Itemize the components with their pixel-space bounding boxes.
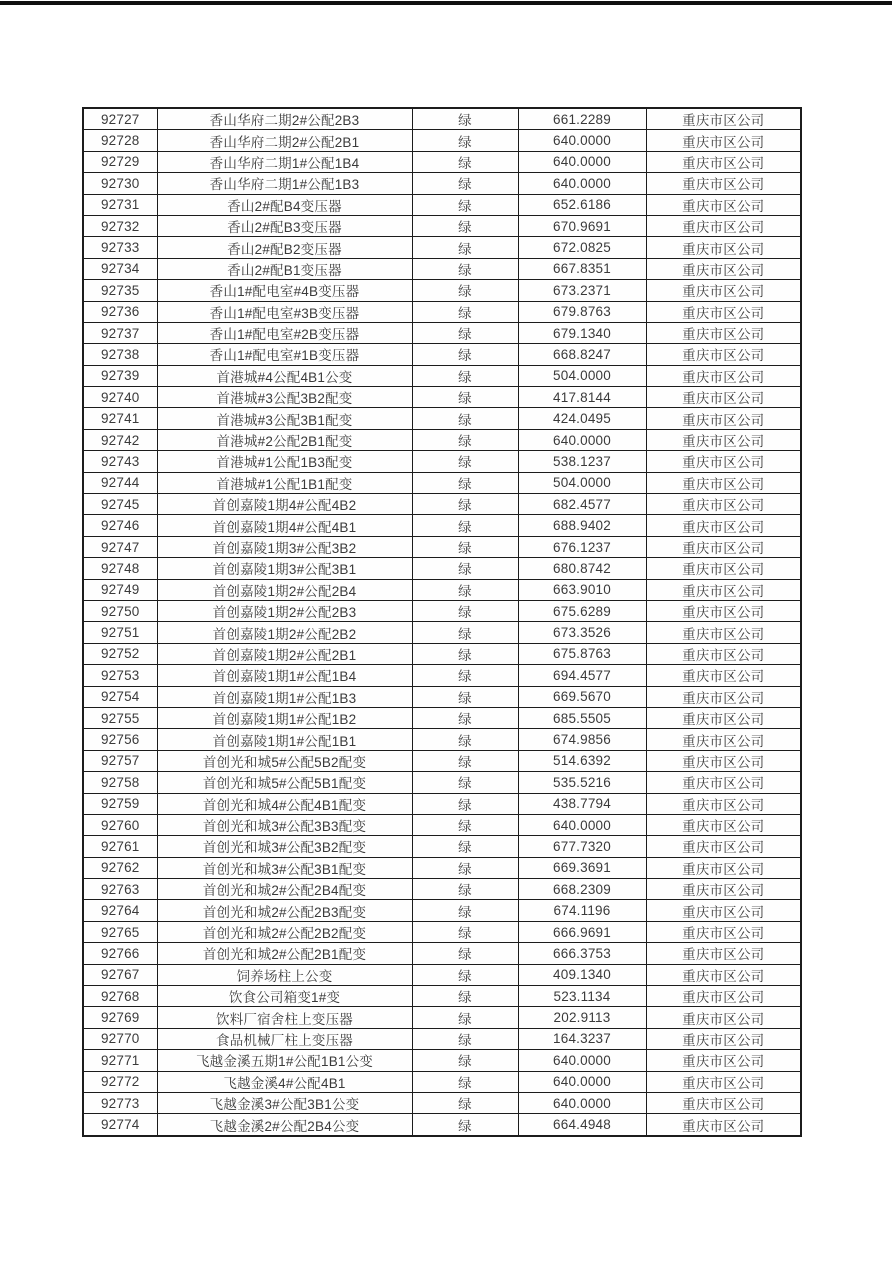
transformer-table	[82, 107, 802, 1137]
cell-name: 首创光和城2#公配2B3配变	[157, 900, 412, 921]
cell-name: 首创嘉陵1期1#公配1B1	[157, 729, 412, 750]
cell-id: 92759	[83, 793, 157, 814]
cell-name: 首创光和城5#公配5B1配变	[157, 772, 412, 793]
cell-id: 92761	[83, 836, 157, 857]
cell-id: 92762	[83, 857, 157, 878]
cell-value: 675.6289	[518, 600, 646, 621]
cell-id: 92730	[83, 173, 157, 194]
cell-name: 首港城#4公配4B1公变	[157, 365, 412, 386]
cell-value: 669.3691	[518, 857, 646, 878]
cell-id: 92764	[83, 900, 157, 921]
cell-value: 668.8247	[518, 344, 646, 365]
table-row	[83, 750, 801, 771]
cell-id: 92743	[83, 451, 157, 472]
cell-id: 92744	[83, 472, 157, 493]
cell-name: 饲养场柱上公变	[157, 964, 412, 985]
cell-value: 682.4577	[518, 494, 646, 515]
table-row	[83, 194, 801, 215]
cell-status: 绿	[412, 408, 518, 429]
cell-id: 92754	[83, 686, 157, 707]
cell-company: 重庆市区公司	[646, 900, 801, 921]
cell-name: 飞越金溪4#公配4B1	[157, 1071, 412, 1092]
cell-name: 首创嘉陵1期3#公配3B1	[157, 558, 412, 579]
table-row	[83, 215, 801, 236]
cell-value: 685.5505	[518, 707, 646, 728]
table-row	[83, 365, 801, 386]
cell-name: 香山2#配B1变压器	[157, 258, 412, 279]
cell-id: 92746	[83, 515, 157, 536]
table-row	[83, 173, 801, 194]
cell-value: 538.1237	[518, 451, 646, 472]
cell-company: 重庆市区公司	[646, 237, 801, 258]
cell-status: 绿	[412, 108, 518, 130]
cell-company: 重庆市区公司	[646, 579, 801, 600]
cell-name: 香山1#配电室#4B变压器	[157, 280, 412, 301]
cell-id: 92758	[83, 772, 157, 793]
cell-name: 饮食公司箱变1#变	[157, 986, 412, 1007]
cell-value: 417.8144	[518, 387, 646, 408]
cell-name: 首创嘉陵1期1#公配1B4	[157, 665, 412, 686]
cell-status: 绿	[412, 772, 518, 793]
cell-company: 重庆市区公司	[646, 194, 801, 215]
cell-company: 重庆市区公司	[646, 1050, 801, 1071]
cell-name: 首港城#1公配1B1配变	[157, 472, 412, 493]
cell-company: 重庆市区公司	[646, 472, 801, 493]
cell-company: 重庆市区公司	[646, 515, 801, 536]
cell-value: 674.9856	[518, 729, 646, 750]
cell-status: 绿	[412, 814, 518, 835]
cell-id: 92731	[83, 194, 157, 215]
cell-id: 92757	[83, 750, 157, 771]
table-row	[83, 1050, 801, 1071]
cell-company: 重庆市区公司	[646, 130, 801, 151]
cell-id: 92767	[83, 964, 157, 985]
cell-id: 92736	[83, 301, 157, 322]
cell-id: 92765	[83, 921, 157, 942]
cell-id: 92745	[83, 494, 157, 515]
table-row	[83, 772, 801, 793]
cell-company: 重庆市区公司	[646, 622, 801, 643]
cell-id: 92742	[83, 429, 157, 450]
cell-value: 640.0000	[518, 429, 646, 450]
cell-company: 重庆市区公司	[646, 943, 801, 964]
cell-status: 绿	[412, 921, 518, 942]
cell-name: 首创光和城3#公配3B3配变	[157, 814, 412, 835]
cell-id: 92768	[83, 986, 157, 1007]
cell-name: 首创嘉陵1期2#公配2B4	[157, 579, 412, 600]
cell-id: 92772	[83, 1071, 157, 1092]
cell-id: 92755	[83, 707, 157, 728]
cell-status: 绿	[412, 686, 518, 707]
cell-status: 绿	[412, 451, 518, 472]
cell-company: 重庆市区公司	[646, 408, 801, 429]
cell-company: 重庆市区公司	[646, 772, 801, 793]
cell-status: 绿	[412, 707, 518, 728]
cell-status: 绿	[412, 472, 518, 493]
cell-name: 首创嘉陵1期1#公配1B2	[157, 707, 412, 728]
table-row	[83, 151, 801, 172]
cell-value: 667.8351	[518, 258, 646, 279]
cell-id: 92739	[83, 365, 157, 386]
cell-company: 重庆市区公司	[646, 280, 801, 301]
table-row	[83, 408, 801, 429]
cell-id: 92756	[83, 729, 157, 750]
cell-company: 重庆市区公司	[646, 1071, 801, 1092]
cell-name: 香山1#配电室#1B变压器	[157, 344, 412, 365]
cell-value: 664.4948	[518, 1114, 646, 1136]
cell-value: 694.4577	[518, 665, 646, 686]
table-row	[83, 964, 801, 985]
cell-status: 绿	[412, 836, 518, 857]
cell-company: 重庆市区公司	[646, 429, 801, 450]
cell-status: 绿	[412, 750, 518, 771]
cell-name: 香山1#配电室#3B变压器	[157, 301, 412, 322]
cell-id: 92773	[83, 1092, 157, 1113]
cell-id: 92729	[83, 151, 157, 172]
cell-id: 92728	[83, 130, 157, 151]
cell-id: 92766	[83, 943, 157, 964]
cell-company: 重庆市区公司	[646, 558, 801, 579]
cell-value: 409.1340	[518, 964, 646, 985]
cell-value: 640.0000	[518, 814, 646, 835]
cell-company: 重庆市区公司	[646, 921, 801, 942]
cell-value: 675.8763	[518, 643, 646, 664]
cell-company: 重庆市区公司	[646, 365, 801, 386]
cell-value: 640.0000	[518, 1092, 646, 1113]
cell-status: 绿	[412, 237, 518, 258]
table-row	[83, 494, 801, 515]
cell-company: 重庆市区公司	[646, 536, 801, 557]
cell-company: 重庆市区公司	[646, 1007, 801, 1028]
cell-value: 666.9691	[518, 921, 646, 942]
cell-value: 680.8742	[518, 558, 646, 579]
cell-status: 绿	[412, 344, 518, 365]
cell-status: 绿	[412, 387, 518, 408]
cell-company: 重庆市区公司	[646, 215, 801, 236]
table-row	[83, 515, 801, 536]
cell-status: 绿	[412, 1114, 518, 1136]
cell-value: 672.0825	[518, 237, 646, 258]
table-row	[83, 665, 801, 686]
cell-status: 绿	[412, 857, 518, 878]
cell-company: 重庆市区公司	[646, 494, 801, 515]
cell-status: 绿	[412, 280, 518, 301]
cell-name: 香山华府二期2#公配2B3	[157, 108, 412, 130]
cell-value: 679.8763	[518, 301, 646, 322]
cell-name: 首创光和城2#公配2B4配变	[157, 879, 412, 900]
cell-status: 绿	[412, 600, 518, 621]
cell-value: 674.1196	[518, 900, 646, 921]
cell-value: 663.9010	[518, 579, 646, 600]
table-row	[83, 793, 801, 814]
table-row	[83, 472, 801, 493]
cell-id: 92733	[83, 237, 157, 258]
cell-id: 92753	[83, 665, 157, 686]
cell-id: 92737	[83, 322, 157, 343]
cell-id: 92740	[83, 387, 157, 408]
cell-value: 666.3753	[518, 943, 646, 964]
cell-name: 首创光和城5#公配5B2配变	[157, 750, 412, 771]
cell-status: 绿	[412, 322, 518, 343]
cell-company: 重庆市区公司	[646, 643, 801, 664]
cell-name: 香山华府二期2#公配2B1	[157, 130, 412, 151]
cell-status: 绿	[412, 1050, 518, 1071]
cell-company: 重庆市区公司	[646, 964, 801, 985]
cell-value: 673.2371	[518, 280, 646, 301]
cell-name: 香山2#配B2变压器	[157, 237, 412, 258]
table-row	[83, 322, 801, 343]
cell-status: 绿	[412, 515, 518, 536]
table-row	[83, 387, 801, 408]
table-row	[83, 921, 801, 942]
cell-name: 香山2#配B3变压器	[157, 215, 412, 236]
cell-value: 670.9691	[518, 215, 646, 236]
cell-value: 523.1134	[518, 986, 646, 1007]
cell-name: 首创光和城2#公配2B1配变	[157, 943, 412, 964]
cell-company: 重庆市区公司	[646, 301, 801, 322]
cell-value: 164.3237	[518, 1028, 646, 1049]
cell-id: 92769	[83, 1007, 157, 1028]
cell-value: 673.3526	[518, 622, 646, 643]
cell-status: 绿	[412, 130, 518, 151]
cell-name: 首港城#1公配1B3配变	[157, 451, 412, 472]
cell-status: 绿	[412, 1071, 518, 1092]
cell-company: 重庆市区公司	[646, 836, 801, 857]
cell-company: 重庆市区公司	[646, 387, 801, 408]
cell-value: 640.0000	[518, 1071, 646, 1092]
cell-value: 424.0495	[518, 408, 646, 429]
cell-company: 重庆市区公司	[646, 1114, 801, 1136]
cell-company: 重庆市区公司	[646, 344, 801, 365]
cell-id: 92735	[83, 280, 157, 301]
table-row	[83, 857, 801, 878]
cell-company: 重庆市区公司	[646, 451, 801, 472]
cell-value: 652.6186	[518, 194, 646, 215]
cell-id: 92734	[83, 258, 157, 279]
table-row	[83, 729, 801, 750]
cell-name: 飞越金溪五期1#公配1B1公变	[157, 1050, 412, 1071]
table-row	[83, 879, 801, 900]
table-row	[83, 986, 801, 1007]
cell-company: 重庆市区公司	[646, 879, 801, 900]
cell-status: 绿	[412, 215, 518, 236]
table-row	[83, 429, 801, 450]
table-row	[83, 1007, 801, 1028]
table-row	[83, 836, 801, 857]
table-row	[83, 301, 801, 322]
cell-status: 绿	[412, 365, 518, 386]
cell-company: 重庆市区公司	[646, 173, 801, 194]
table-row	[83, 258, 801, 279]
table-row	[83, 1092, 801, 1113]
cell-name: 首港城#3公配3B2配变	[157, 387, 412, 408]
cell-status: 绿	[412, 429, 518, 450]
table-row	[83, 600, 801, 621]
cell-name: 首创光和城3#公配3B2配变	[157, 836, 412, 857]
cell-name: 首创嘉陵1期4#公配4B2	[157, 494, 412, 515]
cell-id: 92774	[83, 1114, 157, 1136]
cell-name: 首创光和城4#公配4B1配变	[157, 793, 412, 814]
cell-id: 92771	[83, 1050, 157, 1071]
cell-value: 688.9402	[518, 515, 646, 536]
cell-name: 首创光和城3#公配3B1配变	[157, 857, 412, 878]
cell-name: 首创嘉陵1期2#公配2B1	[157, 643, 412, 664]
cell-id: 92749	[83, 579, 157, 600]
cell-name: 首创嘉陵1期4#公配4B1	[157, 515, 412, 536]
table-row	[83, 900, 801, 921]
table-row	[83, 814, 801, 835]
cell-name: 首港城#2公配2B1配变	[157, 429, 412, 450]
cell-status: 绿	[412, 622, 518, 643]
cell-value: 679.1340	[518, 322, 646, 343]
table-row	[83, 1071, 801, 1092]
cell-status: 绿	[412, 301, 518, 322]
cell-id: 92741	[83, 408, 157, 429]
cell-name: 饮料厂宿舍柱上变压器	[157, 1007, 412, 1028]
cell-id: 92752	[83, 643, 157, 664]
cell-name: 首创嘉陵1期3#公配3B2	[157, 536, 412, 557]
table-row	[83, 344, 801, 365]
table-row	[83, 237, 801, 258]
cell-company: 重庆市区公司	[646, 729, 801, 750]
table-row	[83, 1028, 801, 1049]
cell-status: 绿	[412, 643, 518, 664]
cell-name: 香山华府二期1#公配1B3	[157, 173, 412, 194]
cell-id: 92760	[83, 814, 157, 835]
cell-status: 绿	[412, 536, 518, 557]
cell-status: 绿	[412, 900, 518, 921]
cell-status: 绿	[412, 494, 518, 515]
cell-name: 首创嘉陵1期1#公配1B3	[157, 686, 412, 707]
cell-company: 重庆市区公司	[646, 322, 801, 343]
cell-company: 重庆市区公司	[646, 108, 801, 130]
cell-company: 重庆市区公司	[646, 857, 801, 878]
cell-name: 香山2#配B4变压器	[157, 194, 412, 215]
table-row	[83, 579, 801, 600]
cell-name: 飞越金溪3#公配3B1公变	[157, 1092, 412, 1113]
cell-company: 重庆市区公司	[646, 707, 801, 728]
cell-company: 重庆市区公司	[646, 750, 801, 771]
table-row	[83, 130, 801, 151]
cell-name: 首创嘉陵1期2#公配2B2	[157, 622, 412, 643]
table-row	[83, 280, 801, 301]
page-top-rule	[0, 1, 892, 5]
table-row	[83, 643, 801, 664]
cell-company: 重庆市区公司	[646, 1028, 801, 1049]
cell-status: 绿	[412, 151, 518, 172]
cell-status: 绿	[412, 879, 518, 900]
cell-id: 92770	[83, 1028, 157, 1049]
cell-status: 绿	[412, 943, 518, 964]
cell-name: 首创光和城2#公配2B2配变	[157, 921, 412, 942]
cell-id: 92748	[83, 558, 157, 579]
cell-id: 92727	[83, 108, 157, 130]
table-row	[83, 707, 801, 728]
cell-company: 重庆市区公司	[646, 686, 801, 707]
cell-value: 640.0000	[518, 130, 646, 151]
table-row	[83, 622, 801, 643]
cell-company: 重庆市区公司	[646, 151, 801, 172]
cell-id: 92738	[83, 344, 157, 365]
cell-status: 绿	[412, 986, 518, 1007]
cell-name: 首港城#3公配3B1配变	[157, 408, 412, 429]
cell-company: 重庆市区公司	[646, 793, 801, 814]
cell-value: 202.9113	[518, 1007, 646, 1028]
cell-status: 绿	[412, 793, 518, 814]
cell-status: 绿	[412, 1092, 518, 1113]
cell-id: 92763	[83, 879, 157, 900]
cell-name: 飞越金溪2#公配2B4公变	[157, 1114, 412, 1136]
cell-id: 92747	[83, 536, 157, 557]
cell-company: 重庆市区公司	[646, 600, 801, 621]
cell-value: 640.0000	[518, 173, 646, 194]
cell-company: 重庆市区公司	[646, 258, 801, 279]
table-row	[83, 108, 801, 130]
cell-status: 绿	[412, 258, 518, 279]
table-row	[83, 558, 801, 579]
cell-value: 535.5216	[518, 772, 646, 793]
cell-value: 640.0000	[518, 151, 646, 172]
cell-status: 绿	[412, 729, 518, 750]
cell-id: 92732	[83, 215, 157, 236]
table-row	[83, 943, 801, 964]
cell-company: 重庆市区公司	[646, 814, 801, 835]
cell-value: 438.7794	[518, 793, 646, 814]
table-row	[83, 1114, 801, 1136]
cell-status: 绿	[412, 579, 518, 600]
cell-id: 92750	[83, 600, 157, 621]
cell-value: 504.0000	[518, 472, 646, 493]
cell-value: 669.5670	[518, 686, 646, 707]
cell-id: 92751	[83, 622, 157, 643]
cell-status: 绿	[412, 1028, 518, 1049]
table-row	[83, 536, 801, 557]
cell-company: 重庆市区公司	[646, 986, 801, 1007]
cell-value: 661.2289	[518, 108, 646, 130]
cell-name: 食品机械厂柱上变压器	[157, 1028, 412, 1049]
cell-status: 绿	[412, 194, 518, 215]
cell-value: 668.2309	[518, 879, 646, 900]
cell-value: 514.6392	[518, 750, 646, 771]
cell-name: 香山华府二期1#公配1B4	[157, 151, 412, 172]
cell-company: 重庆市区公司	[646, 1092, 801, 1113]
cell-value: 676.1237	[518, 536, 646, 557]
table-row	[83, 686, 801, 707]
cell-status: 绿	[412, 1007, 518, 1028]
cell-value: 677.7320	[518, 836, 646, 857]
cell-value: 640.0000	[518, 1050, 646, 1071]
cell-name: 香山1#配电室#2B变压器	[157, 322, 412, 343]
table-body	[83, 108, 801, 1136]
cell-status: 绿	[412, 558, 518, 579]
cell-company: 重庆市区公司	[646, 665, 801, 686]
cell-status: 绿	[412, 964, 518, 985]
cell-status: 绿	[412, 173, 518, 194]
cell-name: 首创嘉陵1期2#公配2B3	[157, 600, 412, 621]
cell-status: 绿	[412, 665, 518, 686]
cell-value: 504.0000	[518, 365, 646, 386]
table-row	[83, 451, 801, 472]
